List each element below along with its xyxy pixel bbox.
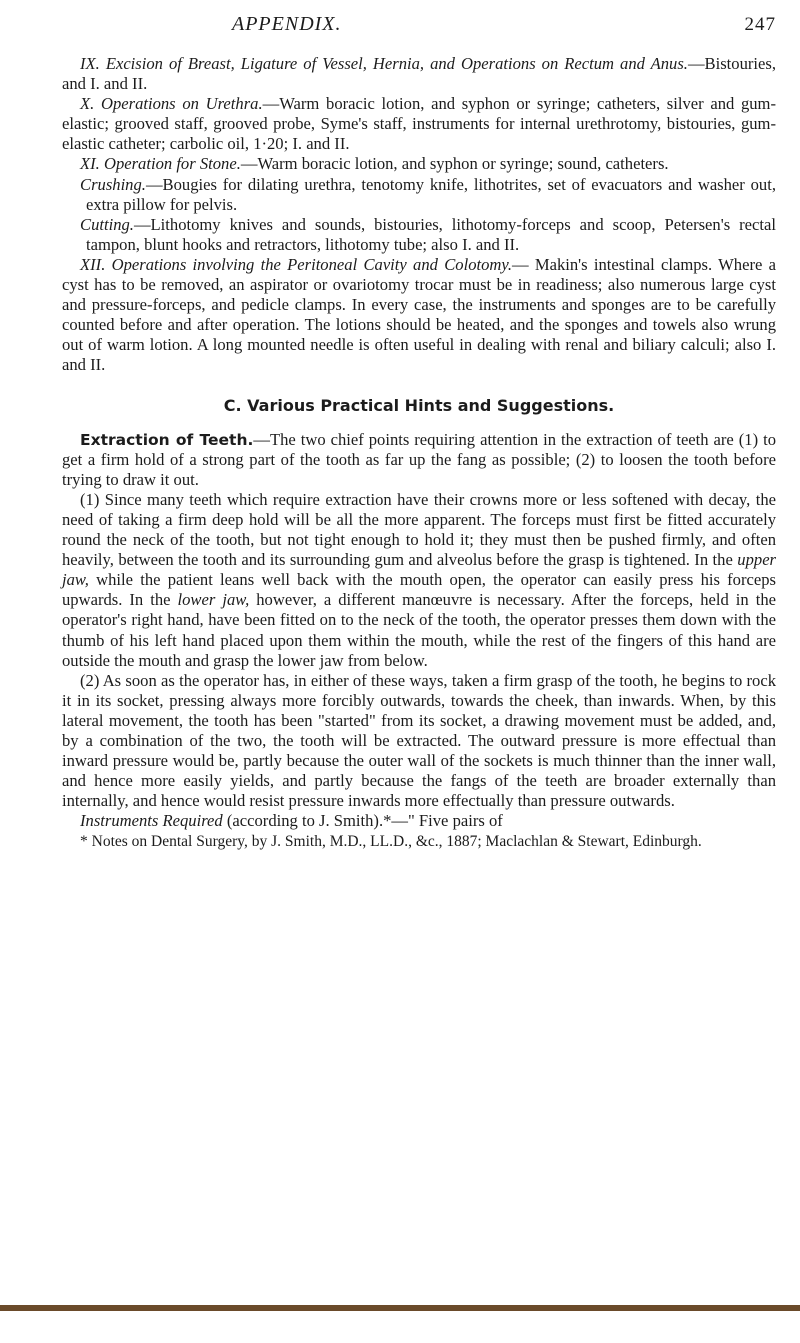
item-title: XI. Operation for Stone. <box>80 154 241 174</box>
paragraph-text: while the patient leans well back with the mouth open, the operator can easily press his forceps upwards. In the <box>62 570 776 610</box>
list-item-xi <box>62 154 776 174</box>
paragraph-text: —The two chief points requiring attention in the extraction of teeth are (1) to get a firm hold of a strong part of the tooth as far up the fang as possible; (2) to loosen the tooth before trying to draw it out. <box>62 429 776 489</box>
section-heading: C. Various Practical Hints and Suggestions. <box>223 395 615 415</box>
emphasis-lower-jaw: lower jaw, <box>177 590 250 610</box>
list-item-cutting <box>62 215 776 255</box>
list-item-ix <box>62 54 776 94</box>
item-title: X. Operations on Urethra. <box>80 94 263 114</box>
item-title: Crushing. <box>80 174 146 194</box>
item-text: —Lithotomy knives and sounds, bistouries, lithotomy-forceps and scoop, Petersen's rectal tampon, blunt hooks and retractors, lithotomy tube; also I. and II. <box>86 214 776 254</box>
item-title: IX. Excision of Breast, Ligature of Vessel, Hernia, and Operations on Rectum and Anus. <box>80 54 688 73</box>
item-title: Cutting. <box>80 214 134 234</box>
paragraph-text: (1) Since many teeth which require extraction have their crowns more or less softened with decay, the need of taking a firm deep hold will be all the more apparent. The forceps must first be fitted accurately round the neck of the tooth, but not tight enough to hold it; they must then be pushed firmly, and often heavily, between the tooth and its surrounding gum and alveolus before the grasp is tightened. In the <box>62 489 776 570</box>
item-text: — Makin's intestinal clamps. Where a cyst has to be removed, an aspirator or ovariotomy trocar must be in readiness; also numerous large cyst and pressure-forceps, and pedicle clamps. In every case, the instruments and sponges are to be carefully counted before and after operation. The lotions should be heated, and the sponges and towels also wrung out of warm lotion. A long mounted needle is often useful in dealing with renal and biliary calculi; also I. and II. <box>62 254 776 375</box>
item-text: —Bistouries, and I. and II. <box>62 54 776 94</box>
paragraph-instruments <box>62 811 776 831</box>
paragraph-text: (according to J. Smith).*—" Five pairs of <box>226 811 503 831</box>
bottom-edge-rule <box>0 1305 800 1311</box>
running-title: APPENDIX. <box>232 13 342 35</box>
item-text: —Warm boracic lotion, and syphon or syringe; sound, catheters. <box>240 154 669 174</box>
emphasis-upper-jaw: upper jaw, <box>62 550 777 590</box>
paragraph-extraction <box>62 430 776 490</box>
list-item-xii <box>62 255 776 376</box>
instruments-title: Instruments Required <box>80 811 223 831</box>
book-page <box>62 14 776 850</box>
runin-heading: Extraction of Teeth. <box>80 430 254 449</box>
list-item-x <box>62 94 776 154</box>
running-head <box>62 14 776 54</box>
paragraph-text: however, a different manœuvre is necessary. After the forceps, held in the operator's right hand, have been fitted on to the neck of the tooth, the operator presses them down with the thumb of his left hand placed upon them within the mouth, while the rest of the fingers of this hand are outside the mouth and grasp the lower jaw from below. <box>62 590 776 670</box>
footnote: * Notes on Dental Surgery, by J. Smith, M.D., LL.D., &c., 1887; Maclachlan & Stewart, Edinburgh. <box>80 833 702 851</box>
paragraph-2: (2) As soon as the operator has, in either of these ways, taken a firm grasp of the tooth, he begins to rock it in its socket, pressing always more forcibly outwards, towards the cheek, than inwards. When, by this lateral movement, the tooth has been "started" from its socket, a drawing movement must be added, and, by a combination of the two, the tooth will be extracted. The outward pressure is more effectual than inward pressure would be, partly because the outer wall of the sockets is much thinner than the inner wall, and hence more easily yields, and partly because the fangs of the teeth are broader externally than internally, and hence would resist pressure inwards more effectually than pressure outwards. <box>62 670 776 811</box>
paragraph-1 <box>62 490 776 671</box>
item-title: XII. Operations involving the Peritoneal Cavity and Colotomy. <box>80 254 512 274</box>
page-number: 247 <box>744 14 776 35</box>
item-text: —Bougies for dilating urethra, tenotomy knife, lithotrites, set of evacuators and washer out, extra pillow for pelvis. <box>86 174 776 214</box>
list-item-crushing <box>62 175 776 215</box>
item-text: —Warm boracic lotion, and syphon or syringe; catheters, silver and gum-elastic; grooved staff, grooved probe, Syme's staff, instruments for internal urethrotomy, bistouries, gum-elastic catheter; carbolic oil, 1·20; I. and II. <box>62 94 776 154</box>
